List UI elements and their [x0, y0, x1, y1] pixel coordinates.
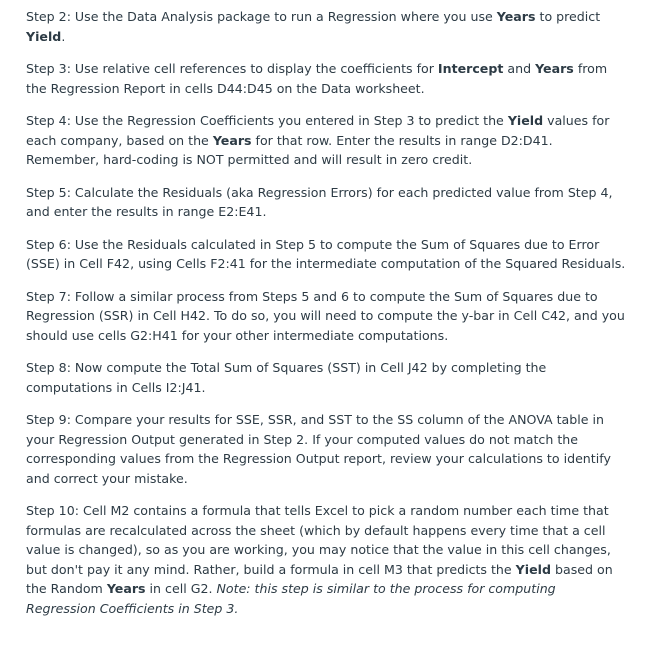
bold-term: Years — [212, 132, 252, 148]
step-paragraph — [26, 183, 626, 222]
step-text: Step 9: Compare your results for SSE, SSR, and SST to the SS column of the ANOVA table in your Regression Output generated in Step 2. If your computed values do not match the corresponding values from the Regression Output report, review your calculations to identify and correct your mistake. — [26, 412, 611, 486]
step-text: to predict — [535, 9, 601, 24]
step-text: Step 10: Cell M2 contains a formula that tells Excel to pick a random number each time that formulas are recalculated across the sheet (which by default happens every time that a cell value is changed), so as you are working, you may notice that the value in this cell changes, but don't pay it any mind. Rather, build a formula in cell M3 that predicts the — [26, 503, 611, 577]
step-text: from the Regression Report in cells D44:D45 on the Data worksheet. — [26, 61, 608, 96]
step-text: Step 2: Use the Data Analysis package to run a Regression where you use — [26, 9, 497, 24]
step-text: values for each company, based on the — [26, 113, 610, 148]
step-text: Step 4: Use the Regression Coefficients you entered in Step 3 to predict the — [26, 113, 508, 128]
step-paragraph — [26, 501, 626, 618]
step-text: in cell G2. — [145, 581, 217, 596]
bold-term: Years — [496, 9, 536, 24]
step-text: Step 7: Follow a similar process from Steps 5 and 6 to compute the Sum of Squares due to Regression (SSR) in Cell H42. To do so, you will need to compute the y-bar in Cell C42, and you should use cells G2:H41 for your other intermediate computations. — [26, 288, 625, 343]
step-paragraph — [26, 59, 626, 98]
step-text: Step 5: Calculate the Residuals (aka Regression Errors) for each predicted value from Step 4, and enter the results in range E2:E41. — [26, 184, 613, 219]
instructions-document — [26, 7, 626, 631]
step-text: and — [503, 61, 536, 76]
bold-term: Intercept — [437, 61, 504, 76]
bold-term: Yield — [515, 561, 551, 577]
step-text: for that row. Enter the results in range D2:D41. Remember, hard-coding is NOT permitted and will result in zero credit. — [26, 132, 553, 167]
step-paragraph — [26, 410, 626, 488]
step-paragraph — [26, 358, 626, 397]
step-text: Step 8: Now compute the Total Sum of Squares (SST) in Cell J42 by completing the computations in Cells I2:J41. — [26, 360, 547, 395]
step-text: based on the Random — [26, 561, 613, 596]
step-text: Step 3: Use relative cell references to display the coefficients for — [26, 61, 438, 76]
step-paragraph — [26, 287, 626, 346]
bold-term: Years — [106, 581, 146, 596]
step-paragraph — [26, 7, 626, 46]
bold-term: Yield — [26, 28, 62, 44]
step-paragraph — [26, 235, 626, 274]
step-paragraph — [26, 111, 626, 170]
step-text: Step 6: Use the Residuals calculated in Step 5 to compute the Sum of Squares due to Error (SSE) in Cell F42, using Cells F2:41 for the intermediate computation of the Squared Residuals. — [26, 236, 626, 271]
bold-term: Yield — [507, 113, 544, 128]
step-text: . — [61, 28, 66, 44]
italic-note: Note: this step is similar to the process for computing Regression Coefficients in Step 3. — [26, 581, 556, 616]
bold-term: Years — [535, 61, 574, 76]
